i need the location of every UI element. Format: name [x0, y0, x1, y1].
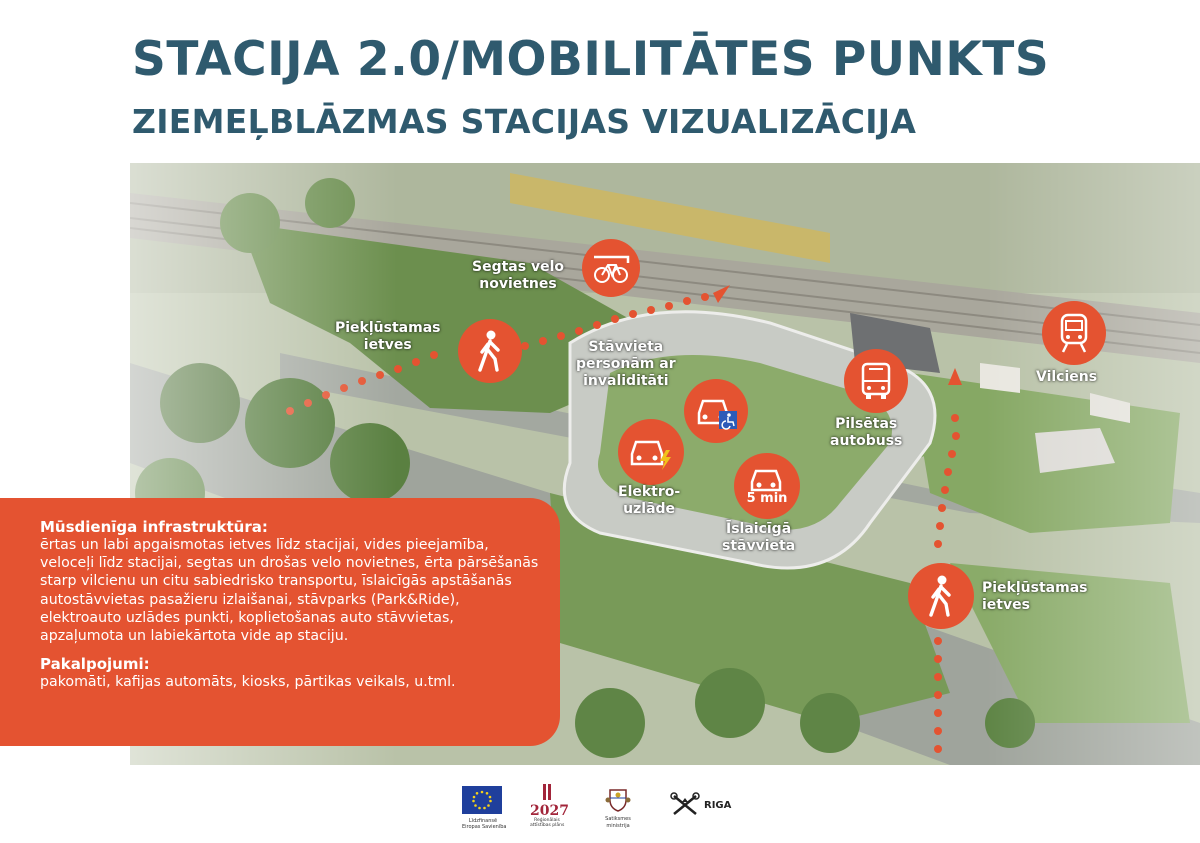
disabled-parking-pin — [684, 379, 748, 443]
bus-pin — [844, 349, 908, 413]
five-min-label: 5 min — [746, 491, 788, 506]
page-title: STACIJA 2.0/MOBILITĀTES PUNKTS — [132, 32, 1050, 87]
label-disabled: Stāvvieta personām ar invaliditāti — [576, 339, 676, 389]
short-stay-pin — [734, 453, 800, 519]
riga-logo — [670, 792, 740, 818]
riga-2027-logo — [530, 784, 569, 828]
train-icon — [1057, 312, 1091, 354]
label-short: Īslaicīgā stāvvieta — [722, 521, 796, 554]
label-walk-right: Piekļūstamas ietves — [982, 580, 1088, 613]
walk-left-pin — [458, 319, 522, 383]
bike-pin — [582, 239, 640, 297]
eu-flag-icon — [462, 786, 502, 814]
infrastructure-text: ērtas un labi apgaismotas ietves līdz stacijai, vides pieejamība, veloceļi līdz stacijai, segtas un drošas velo novietnes, ērta pārsēšanās starp vilcienu un citu sabiedrisko transportu, īslaicīgās apstāšanās autostāvvietas pasažieru izlaišanai, stāvparks (Park&Ride), elektroauto uzlādes punkti, koplietošanas auto stāvvietas, apzaļumota un labiekārtota vide ap staciju. — [40, 537, 539, 645]
accessible-parking-car-icon — [693, 391, 739, 431]
riga-2027-number: 2027 — [530, 803, 569, 819]
bus-icon — [859, 361, 893, 401]
eu-caption: Līdzfinansē Eiropas Savienība — [462, 818, 507, 830]
label-train: Vilciens — [1036, 369, 1098, 385]
covered-bicycle-icon — [591, 251, 631, 285]
services-text: pakomāti, kafijas automāts, kiosks, pārtikas veikals, u.tml. — [40, 674, 456, 691]
car-5min-icon — [749, 466, 785, 492]
label-bus: Pilsētas autobuss — [830, 416, 903, 449]
riga-2027-mark-icon — [539, 784, 555, 800]
train-pin — [1042, 301, 1106, 365]
logo-strip — [0, 784, 1200, 834]
label-ev: Elektro- uzlāde — [618, 484, 681, 517]
riga-2027-caption: Reģionālais attīstības plāns — [530, 818, 565, 828]
eu-logo — [462, 786, 507, 830]
ev-pin — [618, 419, 684, 485]
page-subtitle: ZIEMEĻBLĀZMAS STACIJAS VIZUALIZĀCIJA — [132, 102, 917, 141]
infrastructure-heading: Mūsdienīga infrastruktūra: — [40, 518, 268, 536]
info-box — [0, 498, 560, 746]
ministry-logo — [596, 786, 640, 830]
ministry-caption: Satiksmes ministrija — [605, 816, 631, 829]
label-bike: Segtas velo novietnes — [472, 259, 564, 292]
services-heading: Pakalpojumi: — [40, 655, 150, 674]
pedestrian-icon — [926, 575, 956, 617]
crossed-keys-icon — [670, 792, 700, 818]
label-walk-left: Piekļūstamas ietves — [335, 320, 441, 353]
electric-car-charging-icon — [628, 432, 674, 472]
riga-wordmark: RIGA — [704, 799, 732, 811]
walk-right-pin — [908, 563, 974, 629]
pedestrian-icon — [475, 330, 505, 372]
coat-of-arms-icon — [605, 786, 631, 812]
